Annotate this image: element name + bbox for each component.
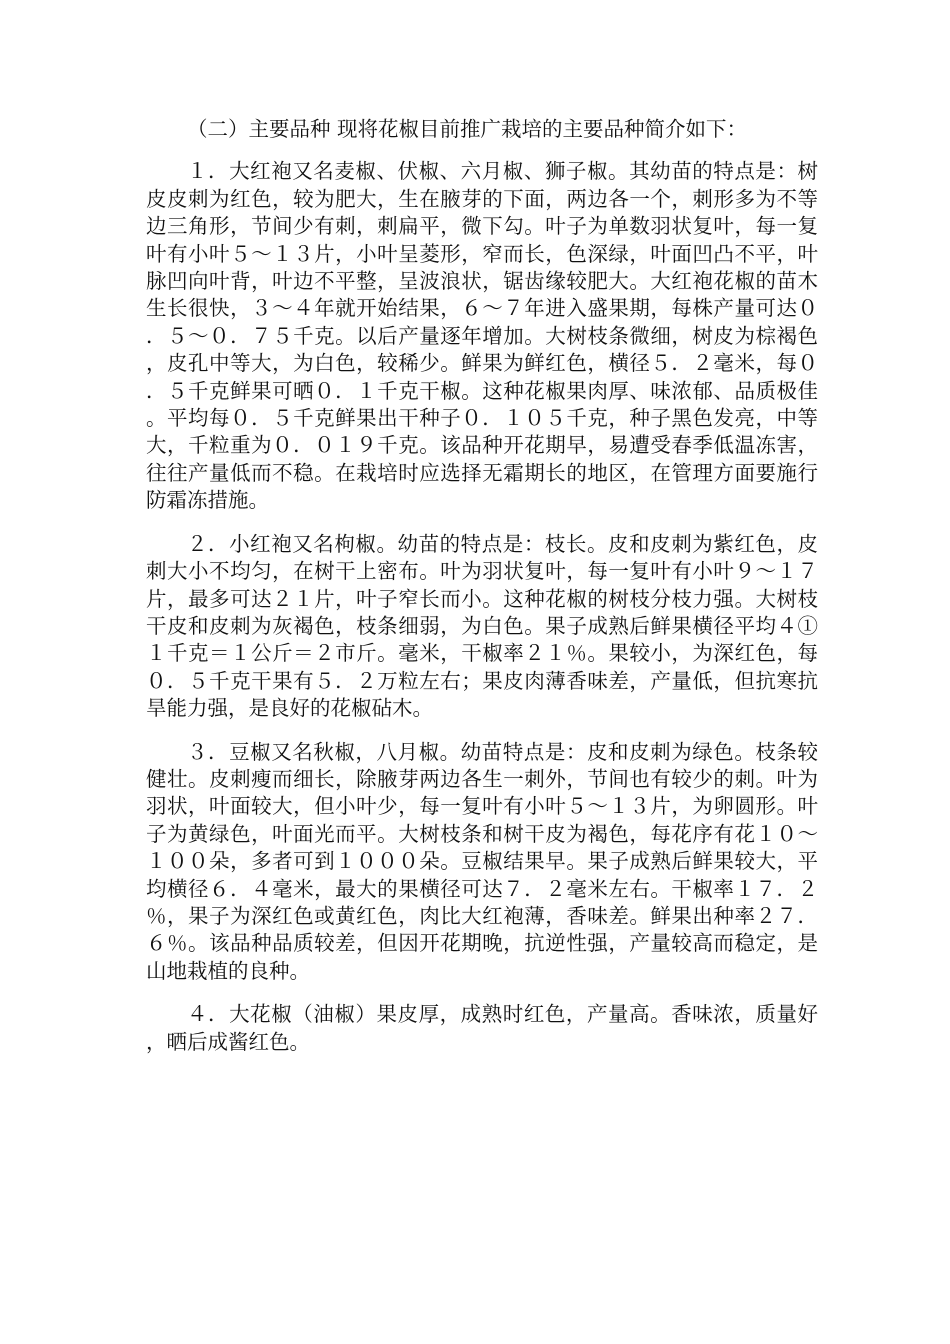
paragraph-dahongpao: １．大红袍又名麦椒、伏椒、六月椒、狮子椒。其幼苗的特点是：树皮皮刺为红色，较为肥大，生在腋芽的下面，两边各一个，刺形多为不等边三角形，节间少有刺，刺扁平，微下勾。叶子为单数羽状复叶，每一复叶有小叶５～１３片，小叶呈菱形，窄而长，色深绿，叶面凹凸不平，叶脉凹向叶背，叶边不平整，呈波浪状，锯齿缘较肥大。大红袍花椒的苗木生长很快，３～４年就开始结果，６～７年进入盛果期，每株产量可达０．５～０．７５千克。以后产量逐年增加。大树枝条微细，树皮为棕褐色，皮孔中等大，为白色，较稀少。鲜果为鲜红色，横径５．２毫米，每０．５千克鲜果可晒０．１千克干椒。这种花椒果肉厚、味浓郁、品质极佳。平均每０．５千克鲜果出干种子０．１０５千克，种子黑色发亮，中等大，千粒重为０．０１９千克。该品种开花期早，易遭受春季低温冻害，往往产量低而不稳。在栽培时应选择无霜期长的地区，在管理方面要施行防霜冻措施。 <box>146 159 818 513</box>
paragraph-xiaohongpao: ２．小红袍又名枸椒。幼苗的特点是：枝长。皮和皮刺为紫红色，皮刺大小不均匀，在树干上密布。叶为羽状复叶，每一复叶有小叶９～１７片，最多可达２１片，叶子窄长而小。这种花椒的树枝分枝力强。大树枝干皮和皮刺为灰褐色，枝条细弱，为白色。果子成熟后鲜果横径平均４①１千克＝１公斤＝２市斤。毫米，干椒率２１％。果较小，为深红色，每０．５千克干果有５．２万粒左右；果皮肉薄香味差，产量低，但抗寒抗旱能力强，是良好的花椒砧木。 <box>146 531 818 721</box>
paragraph-doujiao: ３．豆椒又名秋椒，八月椒。幼苗特点是：皮和皮刺为绿色。枝条较健壮。皮刺瘦而细长，除腋芽两边各生一刺外，节间也有较少的刺。叶为羽状，叶面较大，但小叶少，每一复叶有小叶５～１３片，为卵圆形。叶子为黄绿色，叶面光而平。大树枝条和树干皮为褐色，每花序有花１０～１００朵，多者可到１０００朵。豆椒结果早。果子成熟后鲜果较大，平均横径６．４毫米，最大的果横径可达７．２毫米左右。干椒率１７．２％，果子为深红色或黄红色，肉比大红袍薄，香味差。鲜果出种率２７．６％。该品种品质较差，但因开花期晚，抗逆性强，产量较高而稳定，是山地栽植的良种。 <box>146 739 818 983</box>
paragraph-dahuajiao: ４．大花椒（油椒）果皮厚，成熟时红色，产量高。香味浓，质量好，晒后成酱红色。 <box>146 1002 818 1054</box>
section-heading: （二）主要品种 现将花椒目前推广栽培的主要品种简介如下： <box>187 117 748 141</box>
document-body <box>146 116 818 1072</box>
